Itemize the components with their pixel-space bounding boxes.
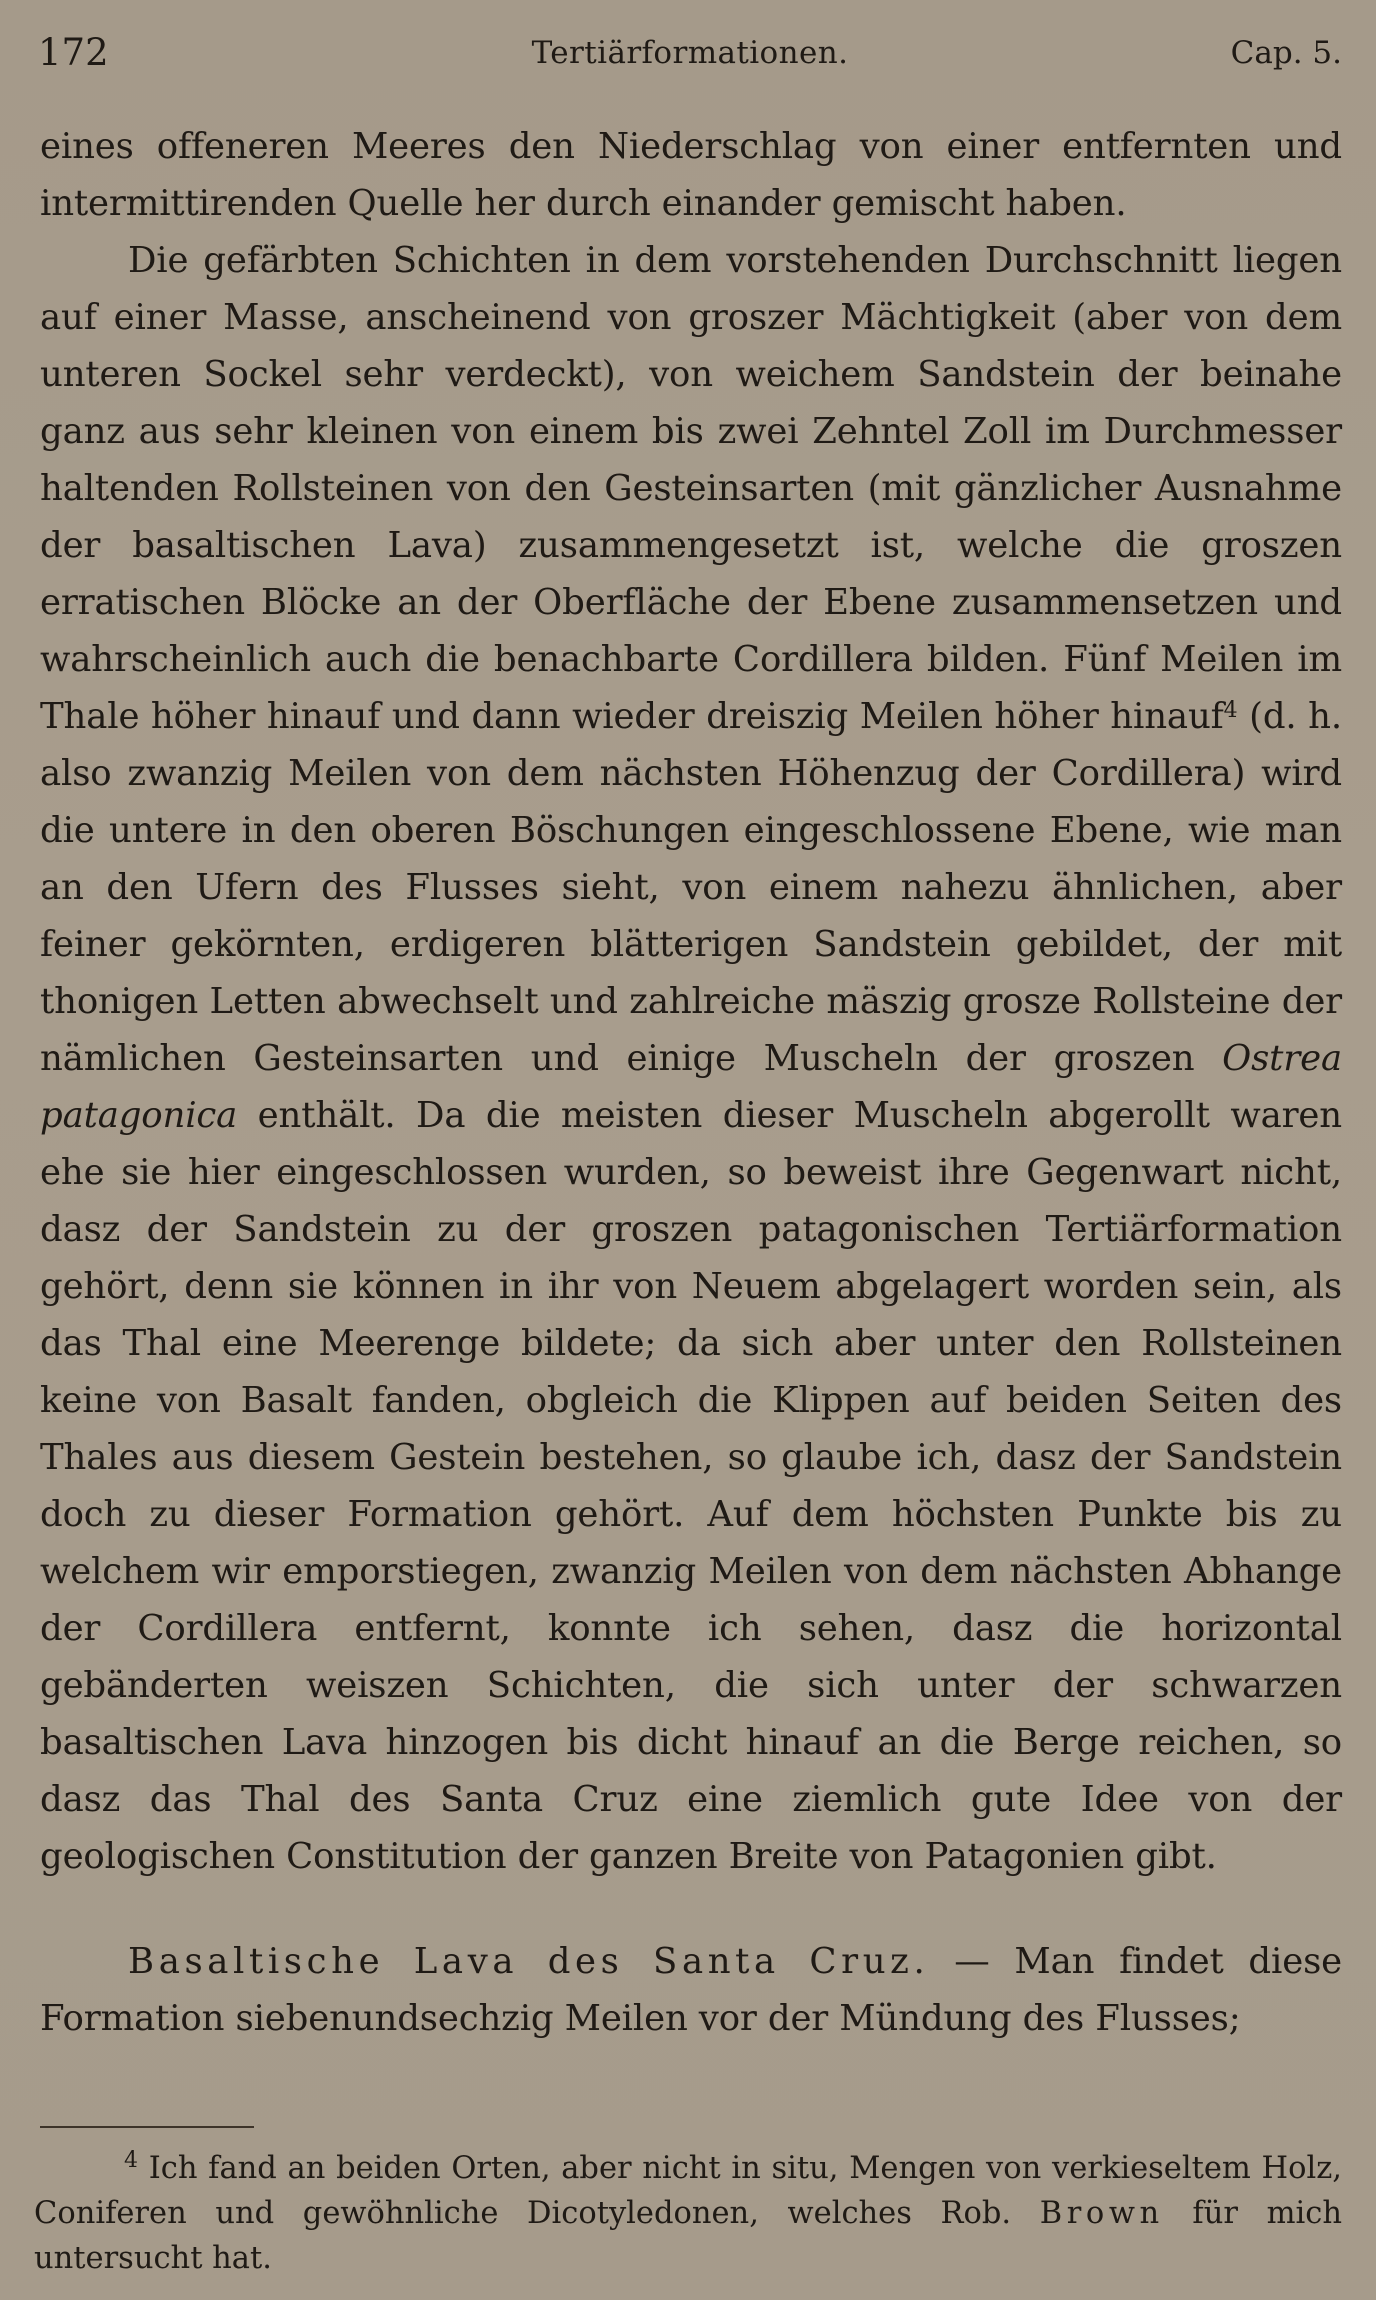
section-heading: Basaltische Lava des Santa Cruz. [128,1941,930,1982]
paragraph-sandstone-part2: (d. h. also zwanzig Meilen von dem nächsten Höhenzug der Cordillera) wird die untere in den oberen Böschungen eingeschlossene Ebene, wie man an den Ufern des Flusses sieht, von einem nahezu ähnlichen, aber feiner gekörnten, erdigeren blätterigen Sandstein gebildet, der mit thonigen Letten abwechselt und zahlreiche mäszig grosze Rollsteine der nämlichen Gesteinsarten und einige Muscheln der groszen [40,696,1342,1079]
chapter-label: Cap. 5. [1230,35,1342,71]
main-text [40,118,1342,2047]
paragraph-sandstone [40,232,1342,1885]
running-title: Tertiärformationen. [531,35,849,71]
footnote-text-end: für mich untersucht hat. [34,2196,1342,2276]
section-gap [40,1885,1342,1933]
page-number: 172 [38,31,109,74]
paragraph-continuation: eines offeneren Meeres den Niederschlag von einer entfernten und intermittirenden Quelle her durch einander gemischt haben. [40,126,1342,224]
species-name: Ostrea patagonica [40,1038,1342,1136]
paragraph-basaltic-lava [40,1933,1342,2047]
footnote-author-name: Brown [1039,2196,1164,2231]
footnote-number: 4 [124,2148,138,2173]
footnote [34,2146,1342,2281]
section-text: — Man findet diese Formation siebenundsechzig Meilen vor der Mündung des Flusses; [40,1941,1342,2039]
footnote-text: Ich fand an beiden Orten, aber nicht in situ, Mengen von verkieseltem Holz, Coniferen und gewöhnliche Dicotyledonen, welches Rob. [34,2151,1342,2231]
paragraph-sandstone-part3: enthält. Da die meisten dieser Muscheln abgerollt waren ehe sie hier eingeschlossen wurden, so beweist ihre Gegenwart nicht, dasz der Sandstein zu der groszen patagonischen Tertiärformation gehört, denn sie können in ihr von Neuem abgelagert worden sein, als das Thal eine Meerenge bildete; da sich aber unter den Rollsteinen keine von Basalt fanden, obgleich die Klippen auf beiden Seiten des Thales aus diesem Gestein bestehen, so glaube ich, dasz der Sandstein doch zu dieser Formation gehört. Auf dem höchsten Punkte bis zu welchem wir emporstiegen, zwanzig Meilen von dem nächsten Abhange der Cordillera entfernt, konnte ich sehen, dasz die horizontal gebänderten weiszen Schichten, die sich unter der schwarzen basaltischen Lava hinzogen bis dicht hinauf an die Berge reichen, so dasz das Thal des Santa Cruz eine ziemlich gute Idee von der geologischen Constitution der ganzen Breite von Patagonien gibt. [40,1095,1342,1877]
footnote-reference: 4 [1223,698,1238,723]
page-header [38,30,1342,76]
paragraph-sandstone-part1: Die gefärbten Schichten in dem vorstehenden Durchschnitt liegen auf einer Masse, anscheinend von groszer Mächtigkeit (aber von dem unteren Sockel sehr verdeckt), von weichem Sandstein der beinahe ganz aus sehr kleinen von einem bis zwei Zehntel Zoll im Durchmesser haltenden Rollsteinen von den Gesteinsarten (mit gänzlicher Ausnahme der basaltischen Lava) zusammengesetzt ist, welche die groszen erratischen Blöcke an der Oberfläche der Ebene zusammensetzen und wahrscheinlich auch die benachbarte Cordillera bilden. Fünf Meilen im Thale höher hinauf und dann wieder dreiszig Meilen höher hinauf [40,240,1342,737]
footnote-divider [40,2126,254,2128]
